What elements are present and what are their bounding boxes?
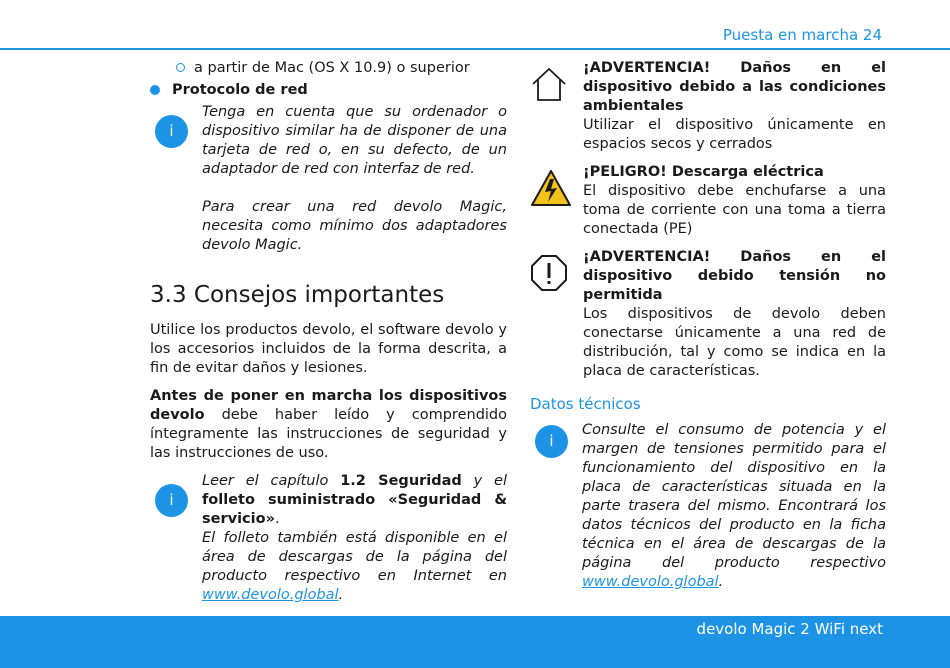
warning-title: ¡PELIGRO! Descarga eléctrica [583,164,824,180]
body-paragraph [150,387,507,463]
header-rule [0,48,950,50]
note-text: Consulte el consumo de potencia y el margen de tensiones permitido para el funcionamiento del dispositivo en la placa de características situada en la parte trasera del mismo. Encontrará los datos técnicos del producto en la ficha técnica en el área de descargas de la página del producto respectivo [582,422,886,571]
note-text: y el [461,473,508,489]
note-text: . [274,511,280,527]
chapter-reference: 1.2 Seguridad [340,473,462,489]
note-text: . [718,574,724,590]
warning-environment [530,59,886,154]
bullet-item [150,81,507,100]
info-note-technical [530,421,886,592]
exclamation-octagon-icon [530,254,568,292]
warning-text: Utilizar el dispositivo únicamente en espacios secos y cerrados [583,117,886,152]
note-text: Leer el capítulo [202,473,341,489]
sub-bullet-text: a partir de Mac (OS X 10.9) o superior [194,60,470,76]
warning-voltage [530,248,886,381]
sub-bullet-item [150,59,507,78]
info-icon: i [535,425,568,458]
bullet-text: Protocolo de red [172,82,308,98]
bold-lead: Antes de poner en marcha los dispositivos devolo [150,388,507,423]
warning-text: El dispositivo debe enchufarse a una toma de corriente con una toma a tierra conectada (PE) [583,183,886,237]
info-note-safety [150,472,507,605]
info-icon: i [155,115,188,148]
info-note-network [150,103,507,255]
note-paragraph [582,421,886,592]
dot-bullet-icon [150,85,160,95]
running-head: Puesta en marcha 24 [722,26,882,44]
sub-heading: Datos técnicos [530,395,641,413]
footer-bar [0,616,950,668]
note-paragraph [202,472,507,529]
warning-electric-shock [530,163,886,239]
note-text: . [338,587,344,603]
warning-text: Los dispositivos de devolo deben conectarse únicamente a una red de distribución, tal y como se indica en la placa de características. [583,306,886,379]
body-paragraph: Utilice los productos devolo, el software devolo y los accesorios incluidos de la forma descrita, a fin de evitar daños y lesiones. [150,322,507,376]
info-icon: i [155,484,188,517]
note-paragraph: Para crear una red devolo Magic, necesita como mínimo dos adaptadores devolo Magic. [202,199,507,253]
devolo-website-link[interactable]: www.devolo.global [582,574,719,590]
paragraph-rest: debe haber leído y comprendido íntegramente las instrucciones de seguridad y las instrucciones de uso. [150,407,507,461]
note-paragraph [202,529,507,605]
house-icon [530,65,568,103]
devolo-website-link[interactable]: www.devolo.global [202,587,339,603]
warning-title: ¡ADVERTENCIA! Daños en el dispositivo debido a las condiciones ambientales [583,60,886,114]
left-column [150,59,507,605]
lightning-warning-icon [530,169,572,207]
ring-bullet-icon [176,63,185,72]
note-text: El folleto también está disponible en el área de descargas de la página del producto respectivo en Internet en [202,530,507,584]
footer-product-name: devolo Magic 2 WiFi next [696,620,883,638]
warning-title: ¡ADVERTENCIA! Daños en el dispositivo debido tensión no permitida [583,249,886,303]
right-column [530,59,886,592]
note-paragraph: Tenga en cuenta que su ordenador o dispositivo similar ha de disponer de una tarjeta de red o, en su defecto, de un adaptador de red con interfaz de red. [202,104,507,177]
section-title: 3.3 Consejos importantes [150,282,445,308]
booklet-reference: folleto suministrado «Seguridad & servicio» [202,492,507,527]
